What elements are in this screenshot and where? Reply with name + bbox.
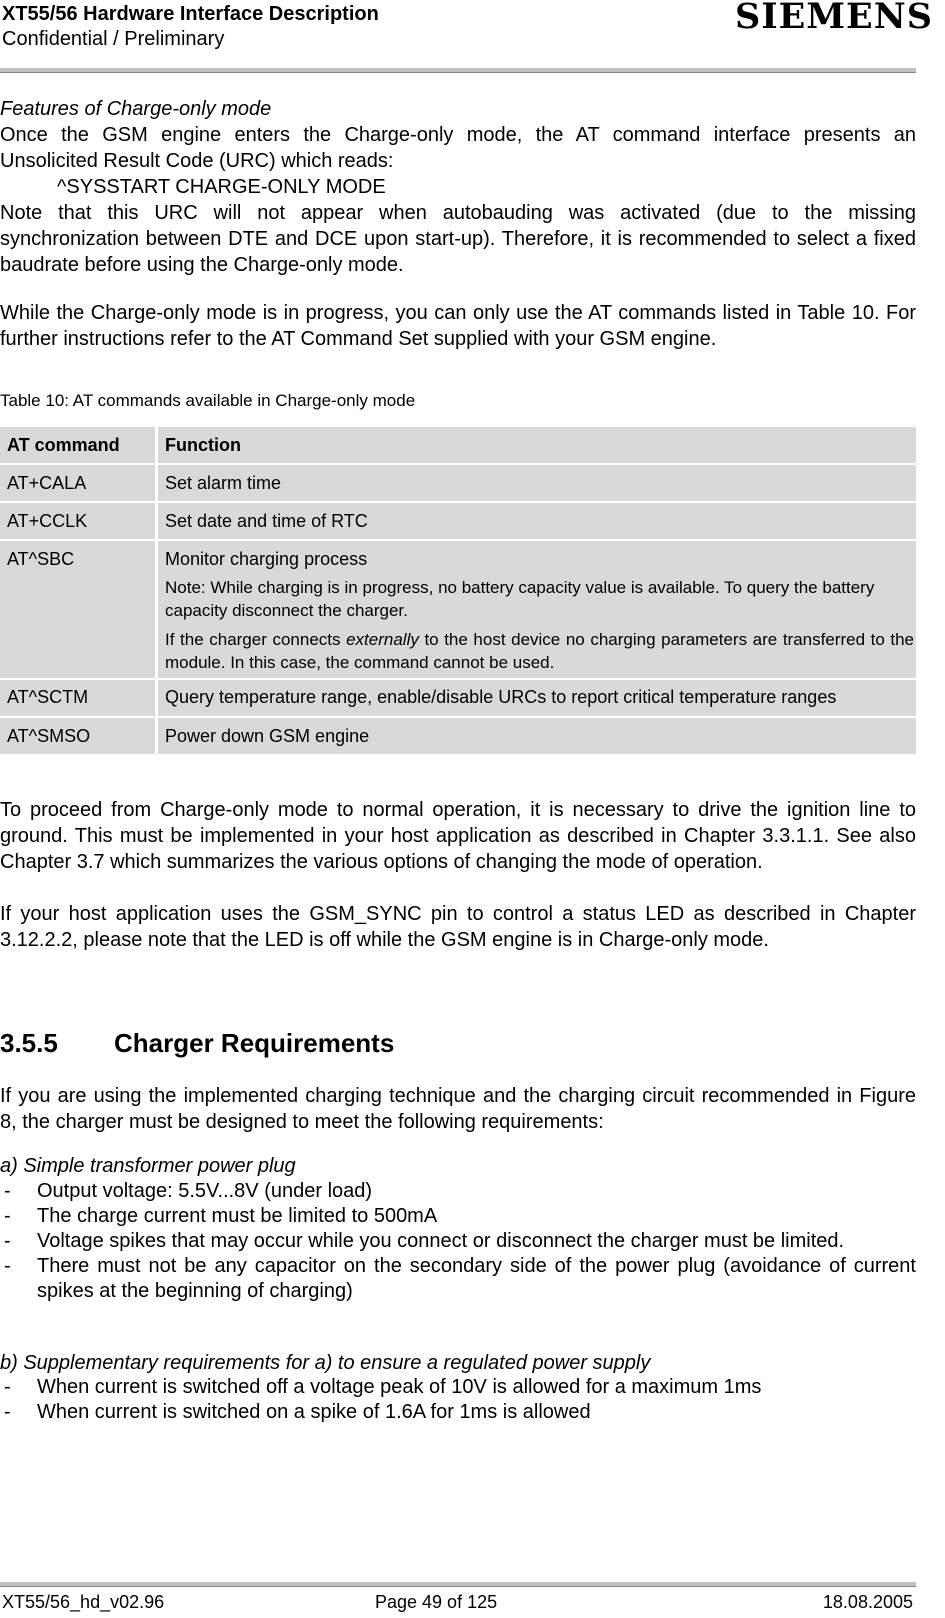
note-text: If the charger connects <box>165 630 347 649</box>
function-cell: Set alarm time <box>158 465 916 501</box>
note-text: to the host device no charging parameters are transferred to the module. In this case, the command cannot be used. <box>165 630 914 672</box>
table-row <box>0 718 916 754</box>
requirements-list <box>0 1375 916 1425</box>
requirements-list <box>0 1179 916 1304</box>
list-item <box>0 1179 916 1204</box>
column-header-command: AT command <box>0 427 158 463</box>
urc-code: ^SYSSTART CHARGE-ONLY MODE <box>57 176 386 198</box>
function-note: Note: While charging is in progress, no battery capacity value is available. To query the battery capacity disconnect the charger. <box>165 578 875 620</box>
command-cell: AT^SCTM <box>0 680 158 716</box>
footer-page-number: Page 49 of 125 <box>375 1592 498 1612</box>
function-cell <box>158 541 916 678</box>
list-dash: - <box>4 1401 11 1423</box>
header-divider <box>0 68 916 73</box>
list-item <box>0 1375 916 1400</box>
function-cell: Power down GSM engine <box>158 718 916 754</box>
at-commands-table <box>0 425 916 756</box>
list-item-text: Voltage spikes that may occur while you connect or disconnect the charger must be limited. <box>37 1230 845 1252</box>
list-item <box>0 1400 916 1425</box>
list-dash: - <box>4 1255 11 1277</box>
list-item <box>0 1254 916 1304</box>
list-item-text: Output voltage: 5.5V...8V (under load) <box>37 1180 373 1202</box>
requirements-heading: b) Supplementary requirements for a) to ensure a regulated power supply <box>0 1352 651 1374</box>
list-item <box>0 1204 916 1229</box>
footer-doc-id: XT55/56_hd_v02.96 <box>2 1592 165 1612</box>
list-item-text: There must not be any capacitor on the secondary side of the power plug (avoidance of current spikes at the beginning of charging) <box>37 1255 916 1302</box>
command-cell: AT^SBC <box>0 541 158 678</box>
paragraph: If your host application uses the GSM_SYNC pin to control a status LED as described in Chapter 3.12.2.2, please note that the LED is off while the GSM engine is in Charge-only mode. <box>0 903 916 951</box>
command-cell: AT^SMSO <box>0 718 158 754</box>
list-dash: - <box>4 1376 11 1398</box>
footer-divider <box>0 1582 916 1587</box>
function-text: Monitor charging process <box>165 549 368 569</box>
function-cell: Set date and time of RTC <box>158 503 916 539</box>
table-header-row <box>0 427 916 463</box>
section-number: 3.5.5 <box>0 1028 58 1058</box>
list-item <box>0 1229 916 1254</box>
paragraph: Note that this URC will not appear when autobauding was activated (due to the missing synchronization between DTE and DCE upon start-up). Therefore, it is recommended to select a fixed baudrate before using the Charge-only mode. <box>0 202 916 276</box>
section-heading <box>0 1027 394 1059</box>
list-dash: - <box>4 1180 11 1202</box>
table-row <box>0 465 916 501</box>
footer-date: 18.08.2005 <box>822 1592 913 1612</box>
paragraph: While the Charge-only mode is in progress, you can only use the AT commands listed in Table 10. For further instructions refer to the AT Command Set supplied with your GSM engine. <box>0 302 916 350</box>
column-header-function: Function <box>158 427 916 463</box>
list-item-text: The charge current must be limited to 500mA <box>37 1205 438 1227</box>
table-caption: Table 10: AT commands available in Charge-only mode <box>0 391 416 410</box>
subsection-heading: Features of Charge-only mode <box>0 98 272 120</box>
document-title: XT55/56 Hardware Interface Description <box>2 3 379 25</box>
table-row <box>0 541 916 678</box>
siemens-logo: SIEMENS <box>734 0 933 37</box>
paragraph: Once the GSM engine enters the Charge-only mode, the AT command interface presents an Unsolicited Result Code (URC) which reads: <box>0 124 916 172</box>
list-dash: - <box>4 1205 11 1227</box>
table-row <box>0 503 916 539</box>
list-item-text: When current is switched on a spike of 1.6A for 1ms is allowed <box>37 1401 591 1423</box>
section-title: Charger Requirements <box>114 1028 395 1058</box>
document-subtitle: Confidential / Preliminary <box>2 28 225 50</box>
list-dash: - <box>4 1230 11 1252</box>
list-item-text: When current is switched off a voltage peak of 10V is allowed for a maximum 1ms <box>37 1376 762 1398</box>
function-cell: Query temperature range, enable/disable URCs to report critical temperature ranges <box>158 680 916 716</box>
paragraph: If you are using the implemented charging technique and the charging circuit recommended in Figure 8, the charger must be designed to meet the following requirements: <box>0 1085 916 1133</box>
command-cell: AT+CCLK <box>0 503 158 539</box>
table-row <box>0 680 916 716</box>
command-cell: AT+CALA <box>0 465 158 501</box>
paragraph: To proceed from Charge-only mode to normal operation, it is necessary to drive the ignition line to ground. This must be implemented in your host application as described in Chapter 3.3.1.1. See also Chapter 3.7 which summarizes the various options of changing the mode of operation. <box>0 799 916 873</box>
requirements-heading: a) Simple transformer power plug <box>0 1155 296 1177</box>
note-emphasis: externally <box>346 630 419 649</box>
function-note <box>165 628 914 674</box>
